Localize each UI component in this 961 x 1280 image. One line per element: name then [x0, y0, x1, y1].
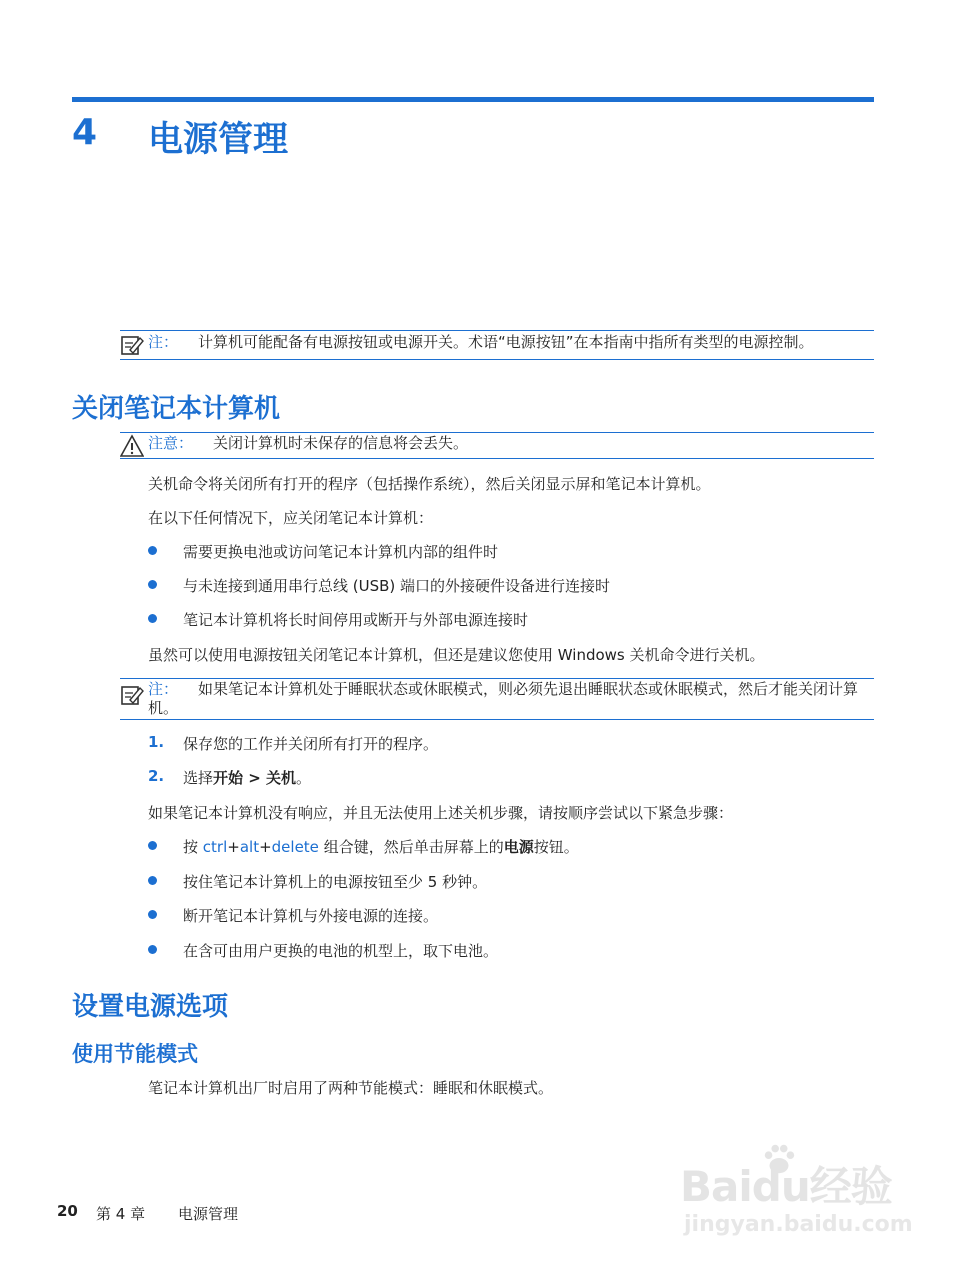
watermark-url: jingyan.baidu.com [684, 1212, 913, 1237]
step-number: 2. [148, 767, 165, 785]
baidu-watermark [680, 1140, 913, 1250]
watermark-logo: Baidu经验 [680, 1162, 892, 1211]
paragraph-shutdown-command: 关机命令将关闭所有打开的程序（包括操作系统），然后关闭显示屏和笔记本计算机。 [148, 475, 711, 493]
note-sleep-hibernate [120, 678, 874, 720]
paragraph-windows-shutdown: 虽然可以使用电源按钮关闭笔记本计算机，但还是建议您使用 Windows 关机命令进行关机。 [148, 646, 765, 664]
note-icon [120, 683, 144, 707]
section-title-shutdown: 关闭笔记本计算机 [72, 394, 281, 424]
list-item: 在含可由用户更换的电池的机型上，取下电池。 [183, 942, 499, 960]
bullet-dot [148, 580, 157, 589]
section-title-power-options: 设置电源选项 [72, 992, 229, 1022]
caution-label: 注意： [148, 434, 194, 452]
note-label: 注： [148, 333, 179, 351]
note-text: 计算机可能配备有电源按钮或电源开关。术语“电源按钮”在本指南中指所有类型的电源控制。 [198, 333, 814, 351]
paragraph-emergency-intro: 如果笔记本计算机没有响应，并且无法使用上述关机步骤，请按顺序尝试以下紧急步骤： [148, 804, 734, 822]
footer-chapter: 第 4 章 [96, 1205, 146, 1223]
list-item: 与未连接到通用串行总线 (USB) 端口的外接硬件设备进行连接时 [183, 577, 611, 595]
list-item: 需要更换电池或访问笔记本计算机内部的组件时 [183, 543, 499, 561]
key-plus: + [227, 838, 240, 856]
subsection-title-power-saving: 使用节能模式 [72, 1042, 198, 1066]
step-menu-path: 开始 > 关机 [213, 769, 297, 787]
note-label: 注： [148, 680, 179, 698]
bullet-dot [148, 945, 157, 954]
chapter-top-rule [72, 97, 874, 102]
step-prefix: 选择 [183, 769, 214, 787]
paragraph-when-to-shutdown: 在以下任何情况下，应关闭笔记本计算机： [148, 509, 434, 527]
text-fragment: 组合键，然后单击屏幕上的 [318, 838, 504, 856]
note-power-button [120, 330, 874, 360]
footer-title: 电源管理 [178, 1205, 239, 1223]
note-icon [120, 333, 144, 357]
text-fragment: 按 [183, 838, 203, 856]
key-alt: alt [239, 838, 260, 856]
text-fragment: 按钮。 [533, 838, 579, 856]
step-suffix: 。 [296, 769, 312, 787]
step-text [183, 767, 311, 788]
bullet-dot [148, 876, 157, 885]
chapter-title: 电源管理 [148, 120, 289, 160]
list-item [183, 836, 579, 857]
bullet-dot [148, 546, 157, 555]
bullet-dot [148, 841, 157, 850]
list-item: 断开笔记本计算机与外接电源的连接。 [183, 907, 439, 925]
note-text: 如果笔记本计算机处于睡眠状态或休眠模式，则必须先退出睡眠状态或休眠模式，然后才能关闭计算机。 [148, 680, 859, 717]
step-number: 1. [148, 733, 165, 751]
power-term: 电源 [503, 838, 534, 856]
chapter-number: 4 [72, 112, 98, 153]
key-ctrl: ctrl [202, 838, 228, 856]
list-item: 按住笔记本计算机上的电源按钮至少 5 秒钟。 [183, 873, 488, 891]
caution-unsaved-data [120, 432, 874, 459]
step-text: 保存您的工作并关闭所有打开的程序。 [183, 735, 439, 753]
paragraph-power-saving-modes: 笔记本计算机出厂时启用了两种节能模式：睡眠和休眠模式。 [148, 1079, 554, 1097]
bullet-dot [148, 614, 157, 623]
caution-text: 关闭计算机时未保存的信息将会丢失。 [213, 434, 469, 452]
key-delete: delete [271, 838, 319, 856]
list-item: 笔记本计算机将长时间停用或断开与外部电源连接时 [183, 611, 529, 629]
page-number: 20 [57, 1202, 78, 1220]
bullet-dot [148, 910, 157, 919]
caution-icon [120, 434, 144, 458]
key-plus: + [259, 838, 272, 856]
